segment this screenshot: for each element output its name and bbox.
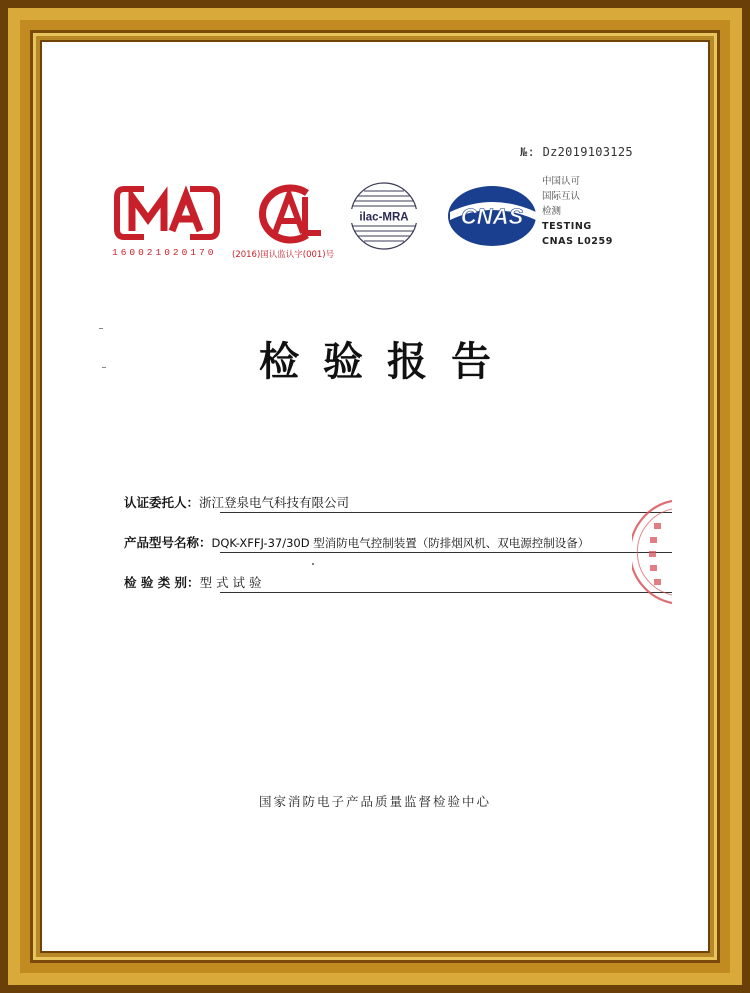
field-underline: [220, 552, 672, 553]
cnas-line-2: 国际互认: [542, 191, 581, 202]
margin-mark: [99, 328, 103, 329]
field-row-client: [124, 493, 349, 515]
cnas-label: CNAS: [460, 204, 524, 229]
certificate-title: 检验报告: [259, 338, 515, 385]
cal-logo-icon: [249, 183, 327, 245]
field-row-product: [124, 533, 589, 555]
field-value: 型 式 试 验: [199, 575, 262, 590]
cnas-side-text: [542, 174, 613, 249]
ilac-mra-label: ilac-MRA: [359, 211, 409, 224]
cnas-line-5: CNAS L0259: [542, 236, 613, 247]
field-value: DQK-XFFJ-37/30D 型消防电气控制装置（防排烟风机、双电源控制设备）: [211, 536, 590, 550]
cnas-line-1: 中国认可: [542, 176, 581, 187]
certificate-number: №: Dz2019103125: [520, 145, 633, 159]
cnas-line-4: TESTING: [542, 221, 592, 232]
ilac-mra-logo-icon: [344, 180, 424, 252]
certificate-paper: [42, 42, 708, 951]
field-underline: [220, 592, 672, 593]
issuing-authority: 国家消防电子产品质量监督检验中心: [258, 794, 491, 809]
field-row-test-type: [124, 573, 261, 595]
cnas-line-3: 检测: [542, 206, 562, 217]
cma-logo-icon: [114, 185, 220, 241]
ink-dot: [312, 563, 314, 565]
cma-number: 160021020170: [112, 247, 217, 258]
cnas-logo-icon: [444, 182, 540, 250]
field-value: 浙江登泉电气科技有限公司: [199, 495, 350, 510]
field-label: 检 验 类 别：: [124, 575, 200, 590]
cal-number: (2016)国认监认字(001)号: [232, 250, 335, 260]
field-underline: [220, 512, 672, 513]
field-label: 认证委托人：: [124, 495, 200, 510]
seal-stamp-icon: [632, 497, 672, 607]
field-label: 产品型号名称：: [124, 535, 212, 550]
